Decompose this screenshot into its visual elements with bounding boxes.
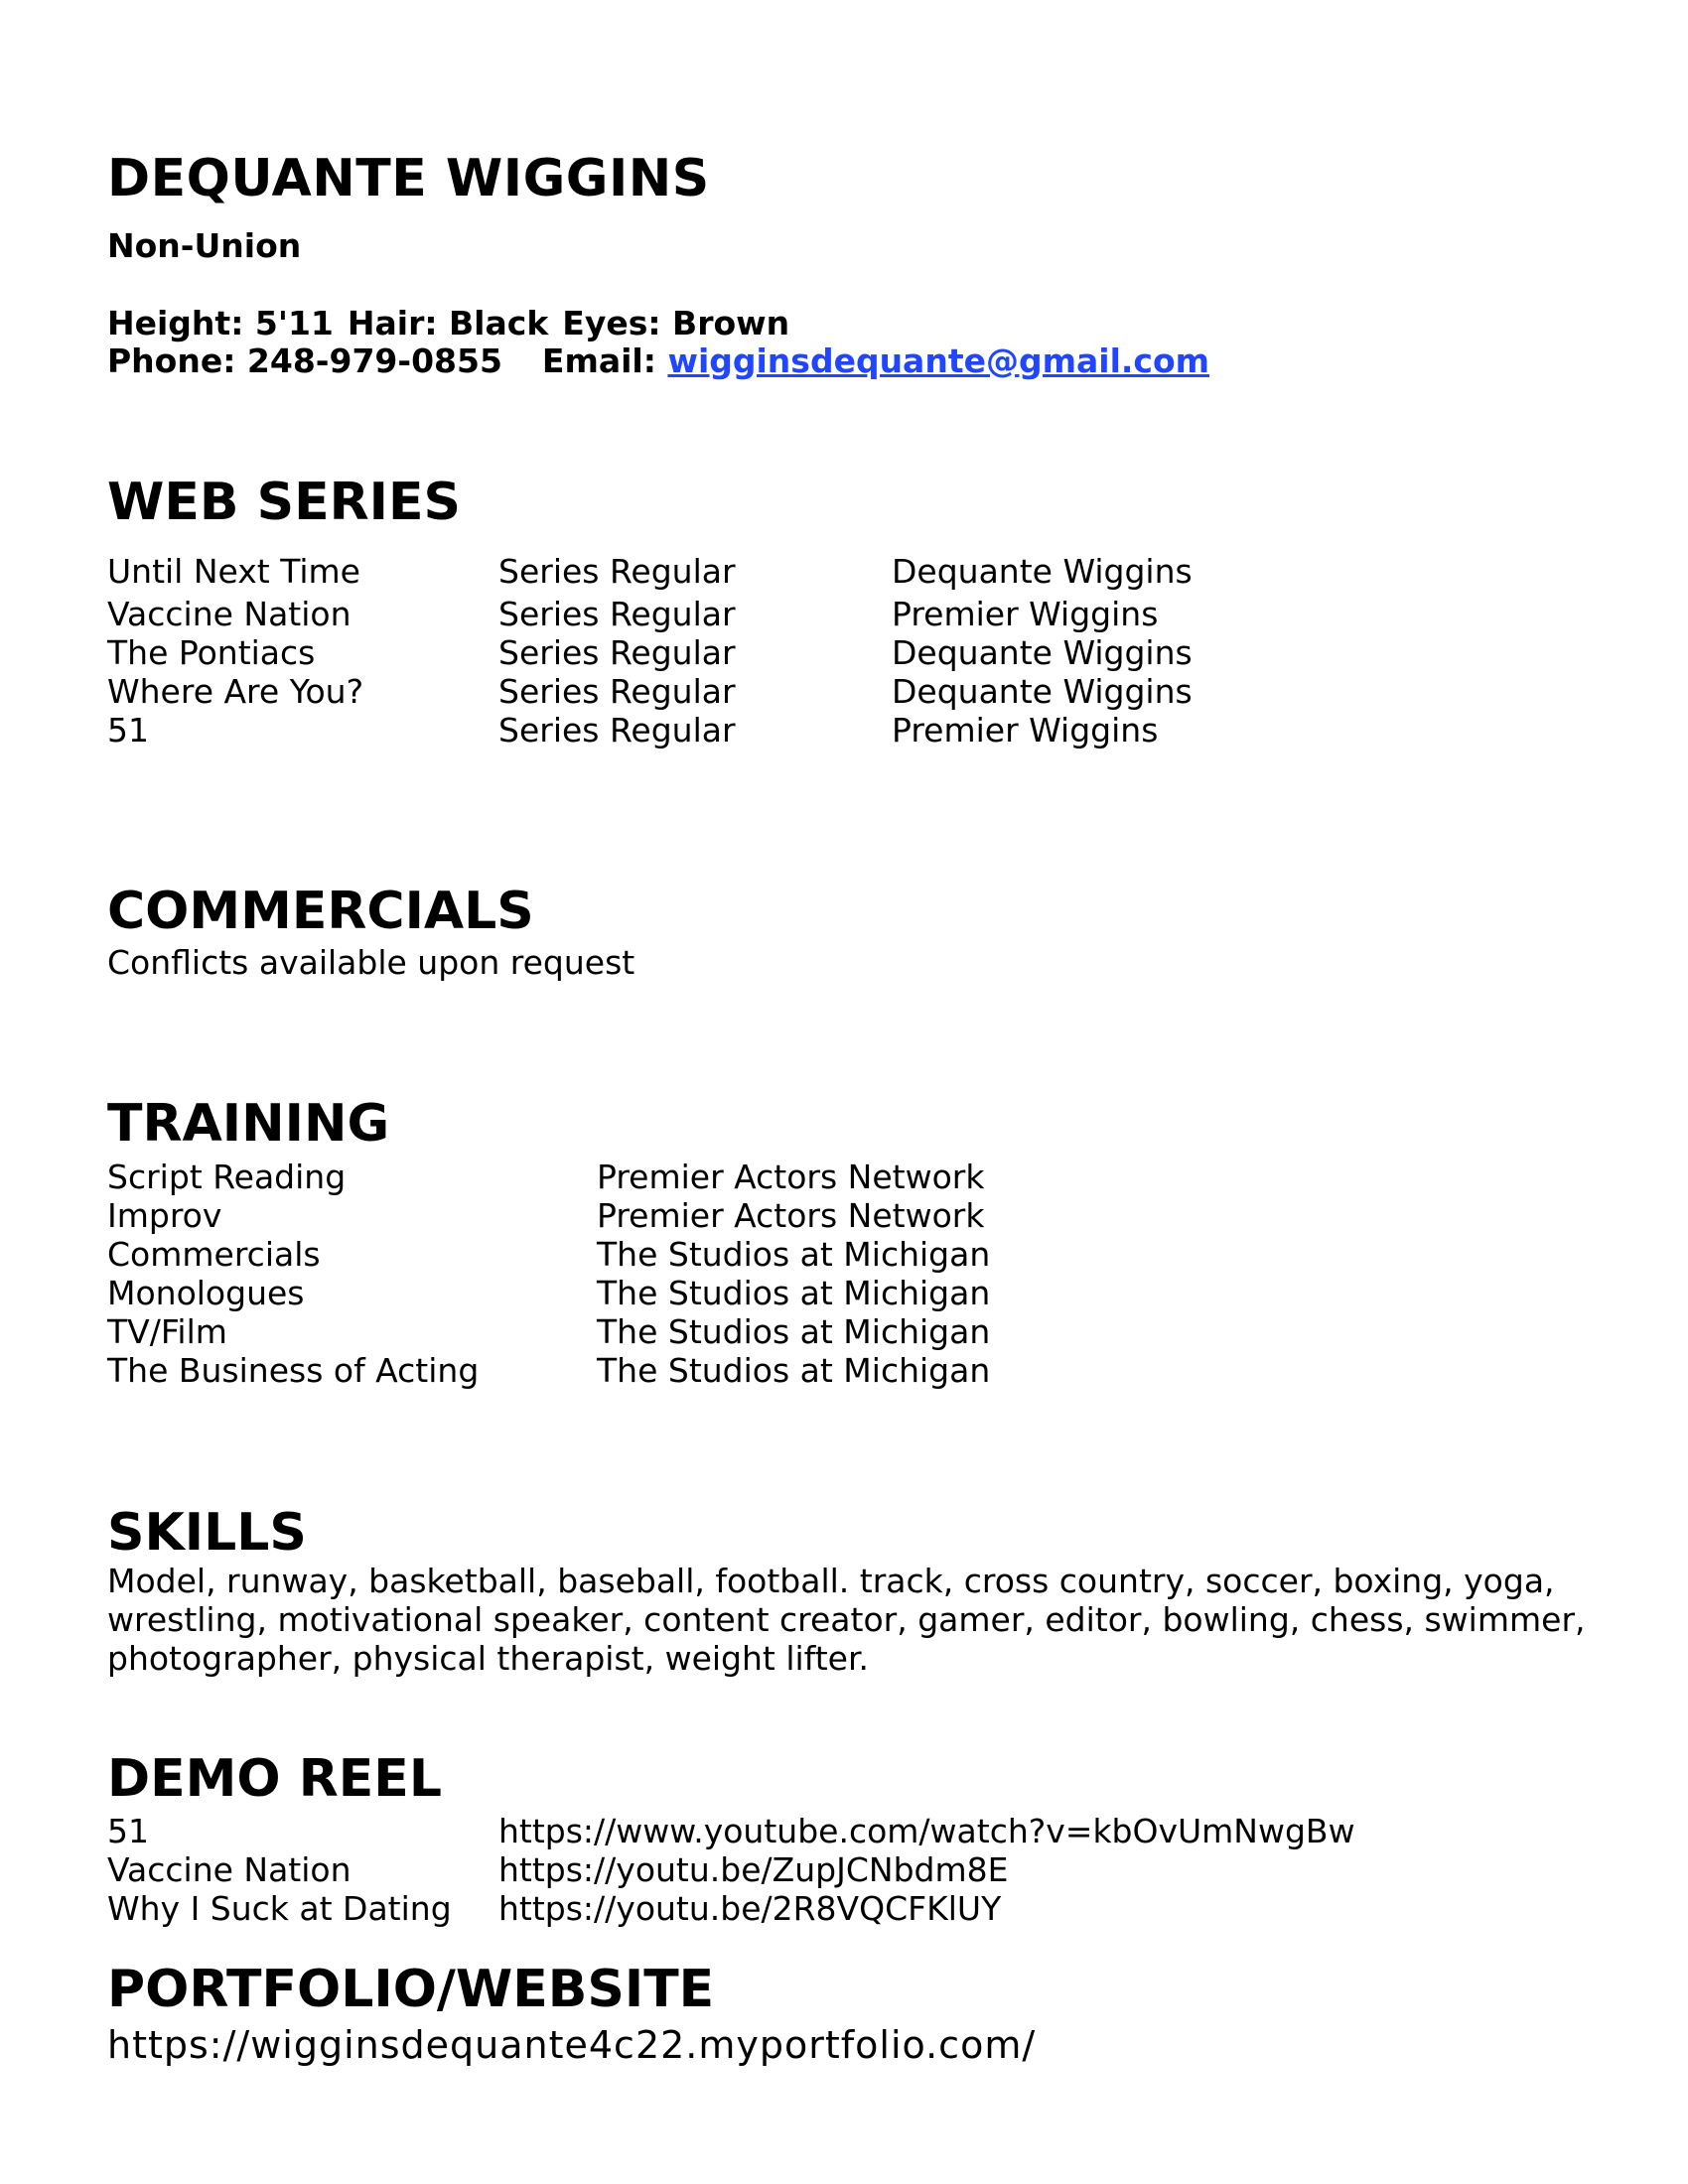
series-title: Vaccine Nation (107, 595, 352, 633)
reel-url[interactable]: https://youtu.be/2R8VQCFKlUY (498, 1889, 1002, 1928)
email-label: Email: (541, 341, 656, 380)
series-director: Premier Wiggins (892, 711, 1159, 750)
series-director: Premier Wiggins (892, 595, 1159, 633)
email-link[interactable]: wigginsdequante@gmail.com (667, 341, 1210, 380)
series-title: The Pontiacs (107, 633, 316, 672)
phone-text: Phone: 248-979-0855 (107, 341, 502, 380)
eyes-text: Eyes: Brown (562, 304, 790, 342)
series-director: Dequante Wiggins (892, 633, 1193, 672)
series-role: Series Regular (498, 711, 736, 750)
commercials-heading: COMMERCIALS (107, 882, 534, 941)
training-course: TV/Film (107, 1312, 227, 1351)
skills-text: Model, runway, basketball, baseball, football. track, cross country, soccer, boxing, yoga, wrestling, motivational speaker, content creator, gamer, editor, bowling, chess, swimmer, photographer, physical therapist, weight lifter. (107, 1562, 1586, 1678)
reel-title: 51 (107, 1812, 149, 1850)
hair-text: Hair: Black (347, 304, 549, 342)
series-director: Dequante Wiggins (892, 552, 1193, 591)
series-title: Where Are You? (107, 672, 364, 711)
series-role: Series Regular (498, 552, 736, 591)
training-school: The Studios at Michigan (597, 1274, 991, 1312)
training-school: The Studios at Michigan (597, 1312, 991, 1351)
training-school: The Studios at Michigan (597, 1351, 991, 1390)
commercials-note-text: Conflicts available upon request (107, 943, 635, 982)
series-director: Dequante Wiggins (892, 672, 1193, 711)
training-course: Commercials (107, 1235, 321, 1274)
series-role: Series Regular (498, 672, 736, 711)
reel-url[interactable]: https://youtu.be/ZupJCNbdm8E (498, 1850, 1009, 1889)
training-course: Monologues (107, 1274, 305, 1312)
training-school: Premier Actors Network (597, 1196, 985, 1235)
contact-line (107, 341, 1209, 380)
portfolio-heading: PORTFOLIO/WEBSITE (107, 1960, 715, 2019)
actor-name: DEQUANTE WIGGINS (107, 149, 710, 208)
web-series-heading: WEB SERIES (107, 473, 461, 532)
series-title: Until Next Time (107, 552, 360, 591)
reel-title: Vaccine Nation (107, 1850, 352, 1889)
series-role: Series Regular (498, 595, 736, 633)
portfolio-url[interactable]: https://wigginsdequante4c22.myportfolio.com/ (107, 2023, 1037, 2067)
training-heading: TRAINING (107, 1094, 390, 1154)
height-text: Height: 5'11 (107, 304, 334, 342)
training-course: The Business of Acting (107, 1351, 480, 1390)
reel-title: Why I Suck at Dating (107, 1889, 452, 1928)
physical-stats (107, 304, 789, 342)
reel-url[interactable]: https://www.youtube.com/watch?v=kbOvUmNwgBw (498, 1812, 1355, 1850)
union-status: Non-Union (107, 226, 302, 265)
demo-reel-heading: DEMO REEL (107, 1749, 442, 1809)
training-school: The Studios at Michigan (597, 1235, 991, 1274)
series-title: 51 (107, 711, 149, 750)
training-course: Script Reading (107, 1158, 347, 1196)
skills-heading: SKILLS (107, 1503, 307, 1563)
training-course: Improv (107, 1196, 222, 1235)
training-school: Premier Actors Network (597, 1158, 985, 1196)
series-role: Series Regular (498, 633, 736, 672)
